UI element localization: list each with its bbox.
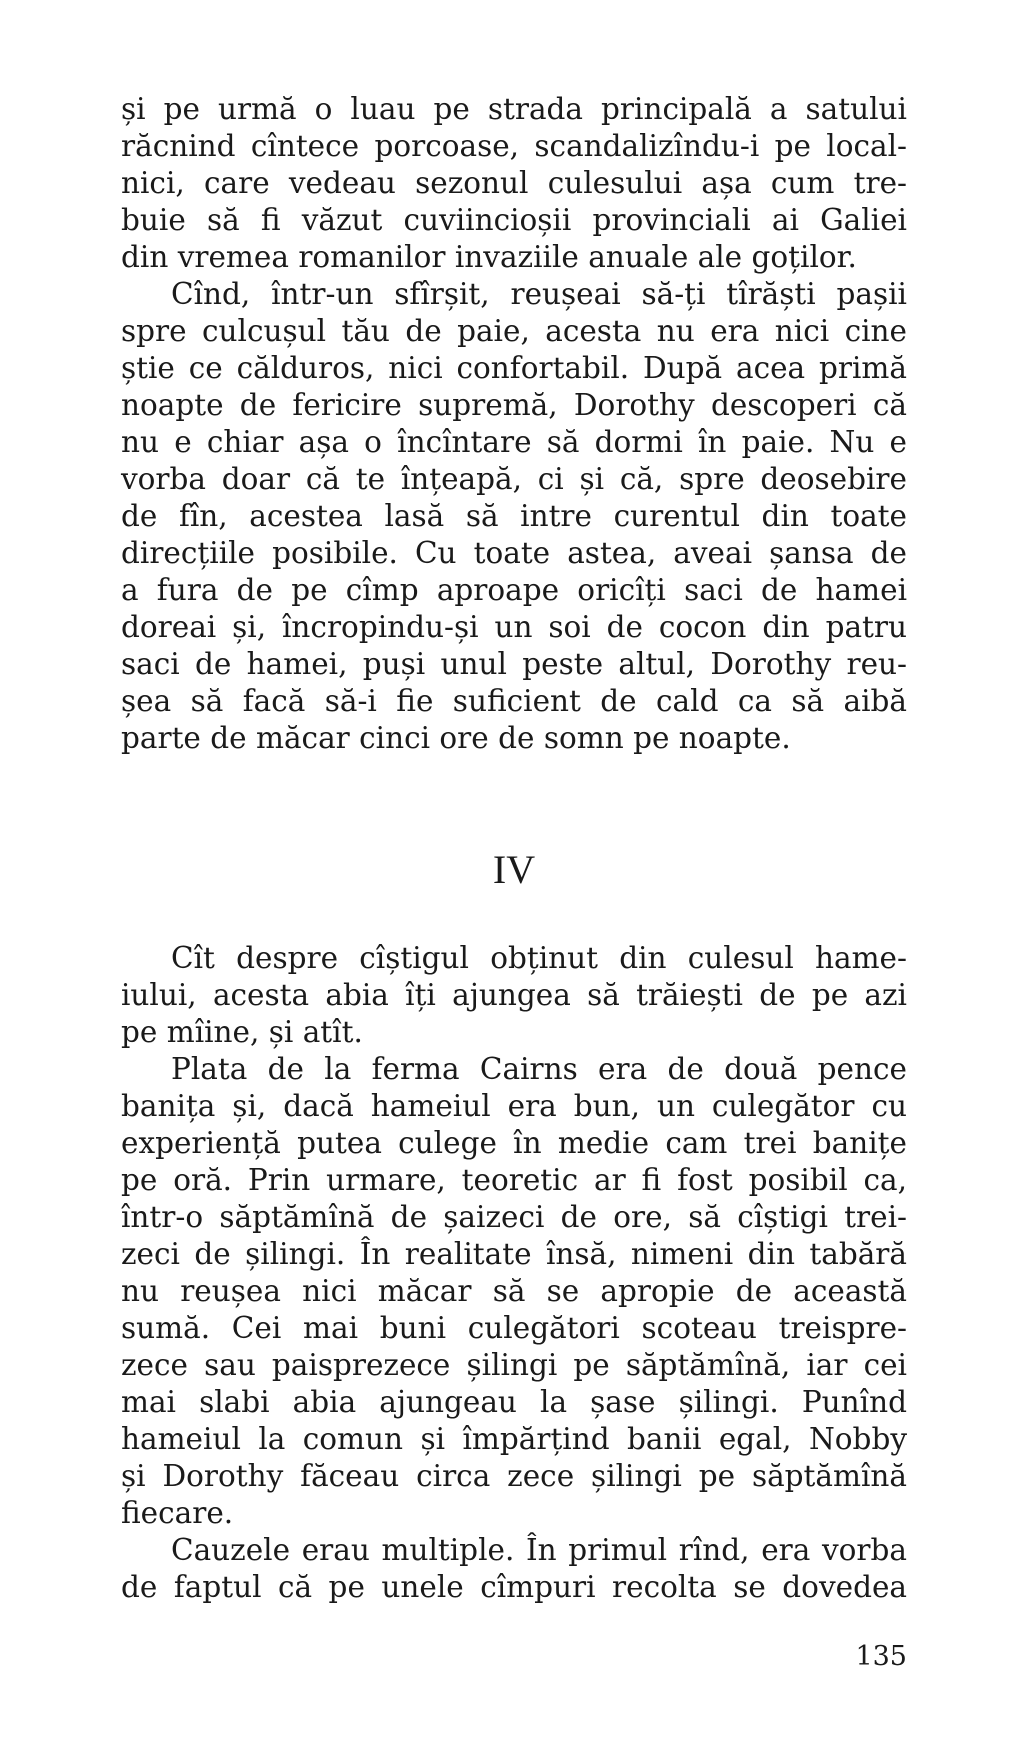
text-line: pe oră. Prin urmare, teoretic ar fi fost posibil ca, (121, 1163, 907, 1197)
text-line: și Dorothy făceau circa zece șilingi pe săptămînă (121, 1459, 907, 1493)
text-line: spre culcușul tău de paie, acesta nu era nici cine (121, 314, 907, 348)
text-line: fiecare. (121, 1496, 234, 1530)
chapter-heading: IV (492, 847, 536, 892)
text-line: saci de hamei, puși unul peste altul, Dorothy reu- (121, 647, 907, 681)
text-line: nici, care vedeau sezonul culesului așa cum tre- (121, 166, 907, 200)
text-line: nu e chiar așa o încîntare să dormi în paie. Nu e (121, 425, 907, 459)
text-line: și pe urmă o luau pe strada principală a satului (121, 92, 907, 126)
text-line: sumă. Cei mai buni culegători scoteau treispre- (121, 1311, 907, 1345)
text-line: vorba doar că te înțeapă, ci și că, spre deosebire (121, 462, 907, 496)
text-line: experiență putea culege în medie cam trei banițe (121, 1126, 907, 1160)
text-line: Cauzele erau multiple. În primul rînd, era vorba (171, 1533, 907, 1567)
text-line: Cînd, într-un sfîrșit, reușeai să-ți tîrăști pașii (171, 277, 907, 311)
text-line: parte de măcar cinci ore de somn pe noapte. (121, 721, 791, 755)
book-page (121, 0, 907, 1739)
text-line: iului, acesta abia îți ajungea să trăiești de pe azi (121, 978, 907, 1012)
text-line: mai slabi abia ajungeau la șase șilingi. Punînd (121, 1385, 907, 1419)
text-line: direcțiile posibile. Cu toate astea, aveai șansa de (121, 536, 907, 570)
text-line: răcnind cîntece porcoase, scandalizîndu-i pe local- (121, 129, 907, 163)
text-line: știe ce călduros, nici confortabil. După acea primă (121, 351, 907, 385)
text-line: nu reușea nici măcar să se apropie de această (121, 1274, 907, 1308)
text-line: de faptul că pe unele cîmpuri recolta se dovedea (121, 1570, 907, 1604)
text-line: Cît despre cîștigul obținut din culesul hame- (171, 941, 907, 975)
text-line: de fîn, acestea lasă să intre curentul din toate (121, 499, 907, 533)
text-line: banița și, dacă hameiul era bun, un culegător cu (121, 1089, 907, 1123)
text-line: din vremea romanilor invaziile anuale ale goților. (121, 240, 857, 274)
text-line: noapte de fericire supremă, Dorothy descoperi că (121, 388, 907, 422)
text-line: zeci de șilingi. În realitate însă, nimeni din tabără (121, 1237, 907, 1271)
text-line: buie să fi văzut cuviincioșii provinciali ai Galiei (121, 203, 907, 237)
text-line: pe mîine, și atît. (121, 1015, 363, 1049)
text-line: șea să facă să-i fie suficient de cald ca să aibă (121, 684, 907, 718)
text-line: doreai și, încropindu-și un soi de cocon din patru (121, 610, 907, 644)
page-number: 135 (855, 1641, 907, 1672)
text-line: zece sau paisprezece șilingi pe săptămînă, iar cei (121, 1348, 907, 1382)
text-line: hameiul la comun și împărțind banii egal, Nobby (121, 1422, 907, 1456)
text-line: a fura de pe cîmp aproape oricîți saci de hamei (121, 573, 907, 607)
text-line: într-o săptămînă de șaizeci de ore, să cîștigi trei- (121, 1200, 907, 1234)
text-line: Plata de la ferma Cairns era de două pence (171, 1052, 907, 1086)
